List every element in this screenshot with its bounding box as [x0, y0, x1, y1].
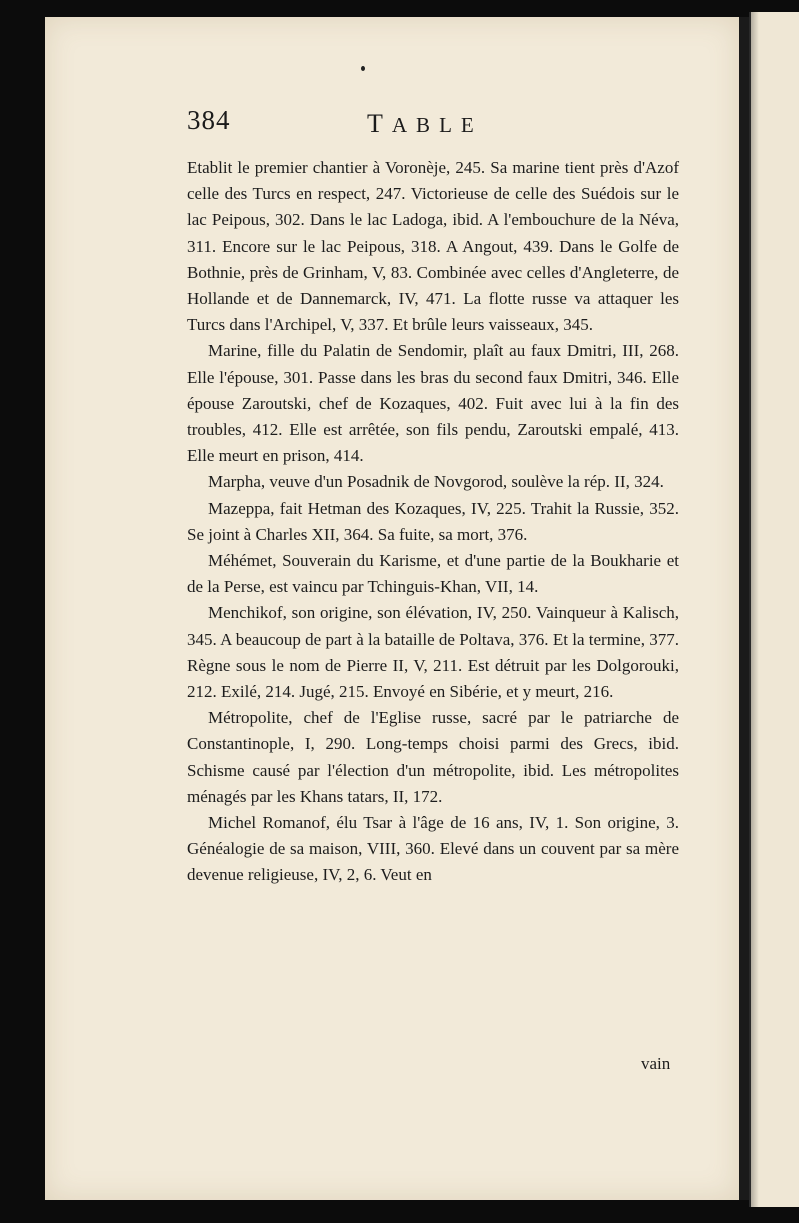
index-entry-menchikof: Menchikof, son origine, son élévation, IV, 250. Vainqueur à Kalisch, 345. A beaucoup de part à la bataille de Poltava, 376. Et la termine, 377. Règne sous le nom de Pierre II, V, 211. Est détruit par les Dolgorouki, 212. Exilé, 214. Jugé, 215. Envoyé en Sibérie, et y meurt, 216.: [187, 603, 679, 702]
index-entry-mehemet: Méhémet, Souverain du Karisme, et d'une partie de la Boukharie et de la Perse, est vaincu par Tchinguis-Khan, VII, 14.: [187, 551, 679, 597]
page-number: 384: [187, 105, 231, 135]
running-title-initial: T: [367, 109, 392, 138]
page-header: [187, 105, 679, 141]
index-entry-marpha: Marpha, veuve d'un Posadnik de Novgorod, soulève la rép. II, 324.: [208, 472, 664, 492]
page-gutter-shadow: [739, 17, 749, 1200]
index-entry-marine: Marine, fille du Palatin de Sendomir, plaît au faux Dmitri, III, 268. Elle l'épouse, 301. Passe dans les bras du second faux Dmitri, 346. Elle épouse Zaroutski, chef de Kozaques, 402. Fuit avec lui à la fin des troubles, 412. Elle est arrêtée, son fils pendu, Zaroutski empalé, 413. Elle meurt en prison, 414.: [187, 341, 679, 466]
catchword: vain: [641, 1054, 671, 1073]
index-entry-mazeppa: Mazeppa, fait Hetman des Kozaques, IV, 225. Trahit la Russie, 352. Se joint à Charles XII, 364. Sa fuite, sa mort, 376.: [187, 498, 679, 544]
running-title-rest: ABLE: [391, 113, 483, 137]
index-entry-metropolite: Métropolite, chef de l'Eglise russe, sacré par le patriarche de Constantinople, I, 290. Long-temps choisi parmi des Grecs, ibid. Schisme causé par l'élection d'un métropolite, ibid. Les métropolites ménagés par les Khans tatars, II, 172.: [187, 708, 679, 806]
index-entry-continuation: Etablit le premier chantier à Voronèje, 245. Sa marine tient près d'Azof celle des Turcs en respect, 247. Victorieuse de celle des Suédois sur le lac Peipous, 302. Dans le lac Ladoga, ibid. A l'embouchure de la Néva, 311. Encore sur le lac Peipous, 318. A Angout, 439. Dans le Golfe de Bothnie, près de Grinham, V, 83. Combinée avec celles d'Angleterre, de Hollande et de Dannemarck, IV, 471. La flotte russe va attaquer les Turcs dans l'Archipel, V, 337. Et brûle leurs vaisseaux, 345.: [187, 158, 679, 335]
index-entry-michel-romanof: Michel Romanof, élu Tsar à l'âge de 16 ans, IV, 1. Son origine, 3. Généalogie de sa maison, VIII, 360. Elevé dans un couvent par sa mère devenue religieuse, IV, 2, 6. Veut en: [187, 813, 679, 885]
running-title: [367, 109, 483, 139]
facing-page-edge: [749, 12, 799, 1207]
index-text: [187, 155, 679, 889]
ink-mark: [361, 66, 365, 71]
